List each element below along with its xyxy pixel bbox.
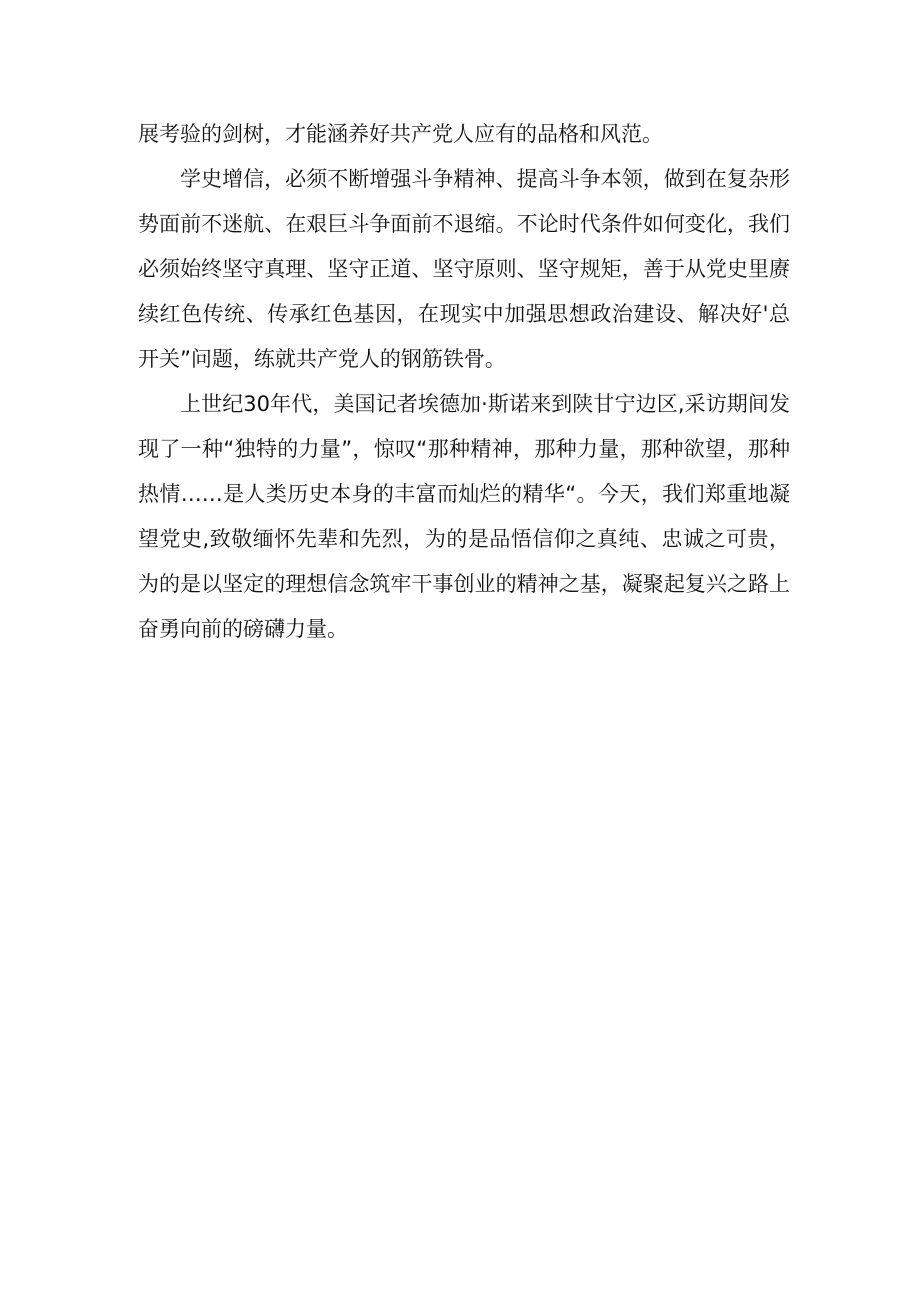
paragraph-3: 上世纪30年代，美国记者埃德加·斯诺来到陕甘宁边区,采访期间发现了一种“独特的力量”，惊叹“那种精神，那种力量，那种欲望，那种热情……是人类历史本身的丰富而灿烂的精华“。今天，我们郑重地凝望党史,致敬缅怀先辈和先烈，为的是品悟信仰之真纯、忠诚之可贵，为的是以坚定的理想信念筑牢干事创业的精神之基，凝聚起复兴之路上奋勇向前的磅礴力量。 (138, 392, 790, 641)
paragraph-1: 展考验的剑树，才能涵养好共产党人应有的品格和风范。 (138, 122, 663, 146)
document-body (138, 112, 790, 652)
paragraph-2: 学史增信，必须不断增强斗争精神、提高斗争本领，做到在复杂形势面前不迷航、在艰巨斗争面前不退缩。不论时代条件如何变化，我们必须始终坚守真理、坚守正道、坚守原则、坚守规矩，善于从党史里赓续红色传统、传承红色基因，在现实中加强思想政治建设、解决好'总开关”问题，练就共产党人的钢筋铁骨。 (138, 167, 790, 371)
